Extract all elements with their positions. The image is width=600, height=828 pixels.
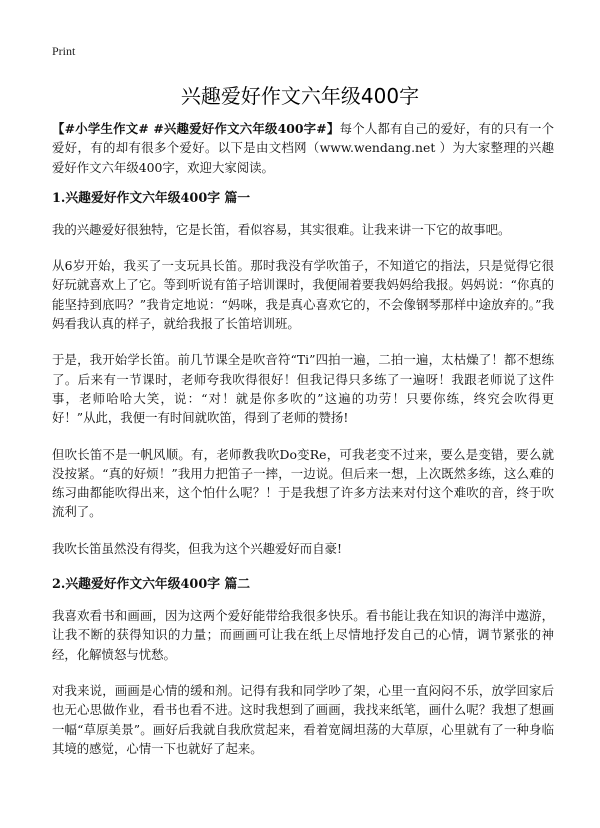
section-heading-1: 1.兴趣爱好作文六年级400字 篇一	[52, 190, 251, 206]
page-title: 兴趣爱好作文六年级400字	[180, 84, 420, 108]
document-body	[52, 119, 554, 775]
intro-text: 每个人都有自己的爱好，有的只有一个爱好，有的却有很多个爱好。以下是由文档网（www.wendang.net ）为大家整理的兴趣爱好作文六年级400字，欢迎大家阅读。	[52, 121, 554, 175]
intro-tags: 【#小学生作文# #兴趣爱好作文六年级400字#】	[52, 121, 340, 136]
paragraph: 对我来说，画画是心情的缓和剂。记得有我和同学吵了架，心里一直闷闷不乐，放学回家后也无心思做作业，看书也看不进。这时我想到了画画，我找来纸笔，画什么呢？我想了想画一幅“草原美景”。画好后我就自我欣赏起来，看着宽阔坦荡的大草原，心里就有了一种身临其境的感觉，心情一下也就好了起来。	[52, 682, 554, 756]
print-link[interactable]: Print	[52, 44, 76, 58]
paragraph: 但吹长笛不是一帆风顺。有，老师教我吹Do变Re，可我老变不过来，要么是变错，要么就没按紧。“真的好烦！”我用力把笛子一摔，一边说。但后来一想，上次既然多练，这么难的练习曲都能吹得出来，这个怕什么呢？！于是我想了许多方法来对付这个难吹的音，终于吹流利了。	[52, 446, 554, 520]
section-heading-2: 2.兴趣爱好作文六年级400字 篇二	[52, 577, 251, 593]
paragraph: 我吹长笛虽然没有得奖，但我为这个兴趣爱好而自豪!	[52, 540, 342, 556]
paragraph: 从6岁开始，我买了一支玩具长笛。那时我没有学吹笛子，不知道它的指法，只是觉得它很好玩就喜欢上了它。等到听说有笛子培训课时，我便闹着要我妈妈给我报。妈妈说：“你真的能坚持到底吗？”我肯定地说：“妈咪，我是真心喜欢它的，不会像钢琴那样中途放弃的。”我妈看我认真的样子，就给我报了长笛培训班。	[52, 258, 554, 332]
paragraph: 我喜欢看书和画画，因为这两个爱好能带给我很多快乐。看书能让我在知识的海洋中遨游，让我不断的获得知识的力量；而画画可让我在纸上尽情地抒发自己的心情，调节紧张的神经，化解愤怒与忧愁。	[52, 608, 554, 662]
paragraph: 我的兴趣爱好很独特，它是长笛，看似容易，其实很难。让我来讲一下它的故事吧。	[52, 221, 511, 237]
intro-paragraph	[52, 119, 554, 177]
paragraph: 于是，我开始学长笛。前几节课全是吹音符“Ti”四拍一遍，二拍一遍，太枯燥了！都不想练了。后来有一节课时，老师夸我吹得很好！但我记得只多练了一遍呀！我跟老师说了这件事，老师哈哈大笑，说：“对！就是你多吹的”这遍的功劳！只要你练，终究会吹得更好！”从此，我便一有时间就吹笛，得到了老师的赞扬!	[52, 352, 554, 426]
